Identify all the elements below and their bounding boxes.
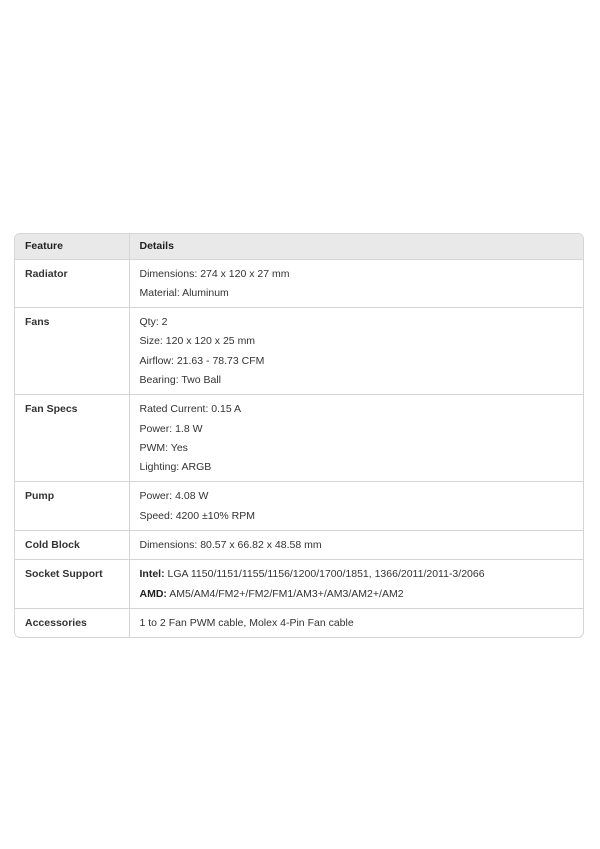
table-row [15,259,583,308]
spec-table [15,234,583,637]
feature-cell: Socket Support [15,560,129,609]
feature-cell: Fans [15,308,129,395]
feature-cell: Fan Specs [15,395,129,482]
detail-text: PWM: Yes [139,441,188,454]
detail-line [140,585,574,604]
detail-text: Speed: 4200 ±10% RPM [139,509,255,522]
detail-text: LGA 1150/1151/1155/1156/1200/1700/1851, 1366/2011/2011-3/2066 [164,568,485,581]
feature-cell: Cold Block [15,531,129,560]
table-row [15,395,583,482]
detail-line [140,565,574,584]
details-cell [129,395,583,482]
detail-line [140,371,574,390]
header-details: Details [129,234,583,259]
detail-line [140,536,574,555]
details-cell [129,608,583,637]
detail-line [140,507,574,526]
detail-text: Dimensions: 274 x 120 x 27 mm [139,267,290,280]
feature-cell: Radiator [15,259,129,308]
table-row [15,608,583,637]
detail-line [140,332,574,351]
feature-cell: Accessories [25,616,87,629]
detail-text: Rated Current: 0.15 A [139,403,242,416]
table-row [15,531,583,560]
detail-line [140,400,574,419]
detail-text: 1 to 2 Fan PWM cable, Molex 4-Pin Fan cable [139,616,354,629]
detail-line [140,352,574,371]
detail-line [140,458,574,477]
detail-text: Qty: 2 [139,316,168,329]
details-cell [129,531,583,560]
detail-text: Size: 120 x 120 x 25 mm [139,335,256,348]
table-row [15,560,583,609]
detail-line [140,265,574,284]
spec-table-container [14,233,584,638]
detail-line [140,439,574,458]
detail-text: Bearing: Two Ball [139,373,222,386]
header-row [15,234,583,259]
details-cell [129,482,583,531]
feature-cell: Pump [15,482,129,531]
detail-line [140,420,574,439]
detail-text: Power: 4.08 W [139,490,209,503]
spec-table-body [15,259,583,637]
detail-line [140,284,574,303]
detail-text: Dimensions: 80.57 x 66.82 x 48.58 mm [139,539,322,552]
details-cell [129,259,583,308]
details-cell [129,308,583,395]
detail-label: Intel: [139,568,165,581]
details-cell [129,560,583,609]
detail-line [140,487,574,506]
table-row [15,482,583,531]
detail-text: Airflow: 21.63 - 78.73 CFM [139,354,265,367]
detail-text: AM5/AM4/FM2+/FM2/FM1/AM3+/AM3/AM2+/AM2 [166,587,404,600]
detail-line [140,313,574,332]
detail-label: AMD: [139,587,167,600]
detail-text: Power: 1.8 W [139,422,203,435]
header-feature: Feature [15,234,129,259]
detail-text: Material: Aluminum [139,286,229,299]
table-row [15,308,583,395]
detail-line [140,614,574,633]
detail-text: Lighting: ARGB [139,461,212,474]
